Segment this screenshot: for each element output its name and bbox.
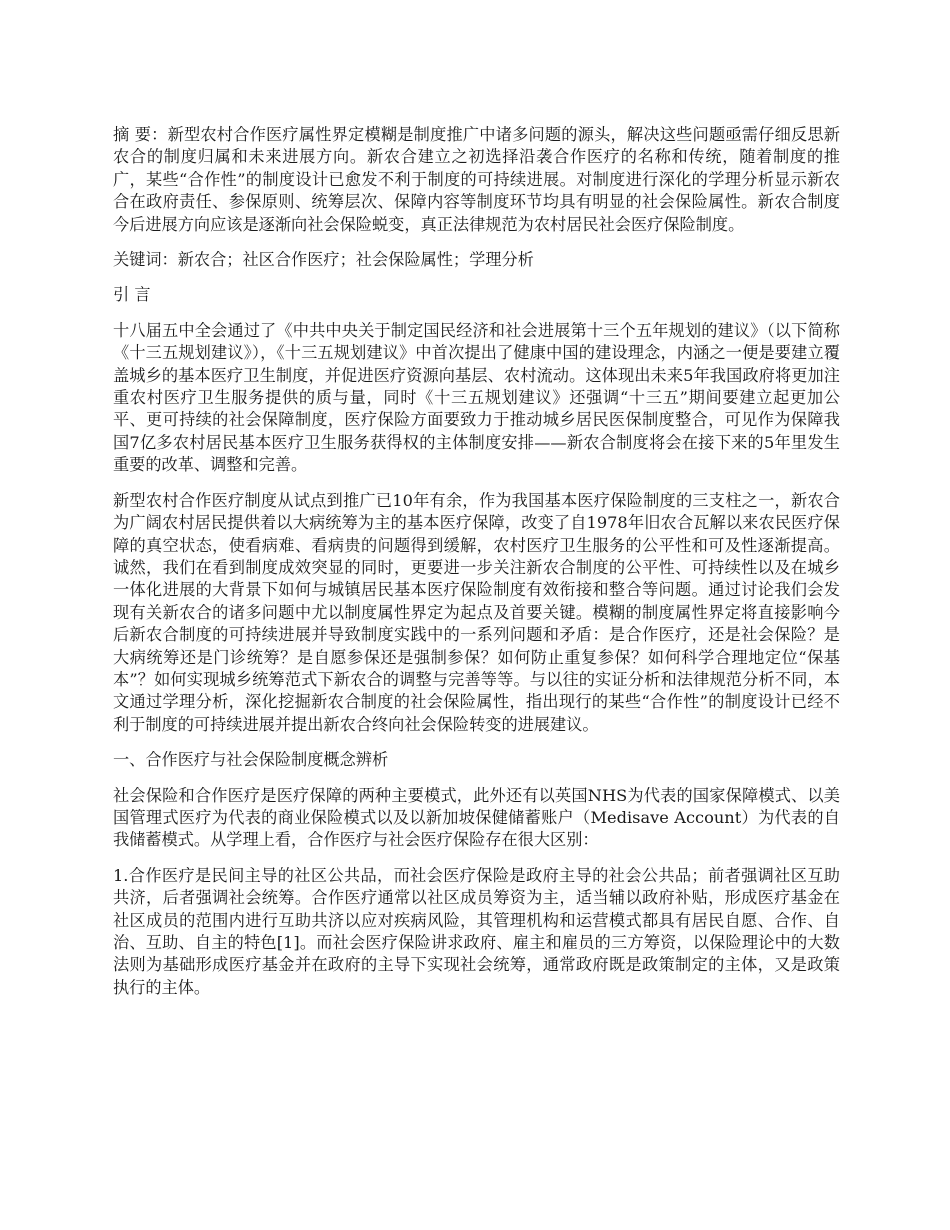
section-1-paragraph-2: 1.合作医疗是民间主导的社区公共品，而社会医疗保险是政府主导的社会公共品；前者强调社区互助共济，后者强调社会统筹。合作医疗通常以社区成员筹资为主，适当辅以政府补贴，形成医疗基金在社区成员的范围内进行互助共济以应对疾病风险，其管理机构和运营模式都具有居民自愿、合作、自治、互助、自主的特色[1]。而社会医疗保险讲求政府、雇主和雇员的三方筹资，以保险理论中的大数法则为基础形成医疗基金并在政府的主导下实现社会统筹，通常政府既是政策制定的主体，又是政策执行的主体。 (113, 865, 840, 997)
intro-paragraph-1: 十八届五中全会通过了《中共中央关于制定国民经济和社会进展第十三个五年规划的建议》（以下简称《十三五规划建议》），《十三五规划建议》中首次提出了健康中国的建设理念，内涵之一便是要建立覆盖城乡的基本医疗卫生制度，并促进医疗资源向基层、农村流动。这体现出未来5年我国政府将更加注重农村医疗卫生服务提供的质与量，同时《十三五规划建议》还强调“十三五”期间要建立起更加公平、更可持续的社会保障制度，医疗保险方面要致力于推动城乡居民医保制度整合，可见作为保障我国7亿多农村居民基本医疗卫生服务获得权的主体制度安排——新农合制度将会在接下来的5年里发生重要的改革、调整和完善。 (113, 320, 840, 475)
document-body (113, 124, 840, 1012)
intro-paragraph-2: 新型农村合作医疗制度从试点到推广已10年有余，作为我国基本医疗保险制度的三支柱之一，新农合为广阔农村居民提供着以大病统筹为主的基本医疗保障，改变了自1978年旧农合瓦解以来农民医疗保障的真空状态，使看病难、看病贵的问题得到缓解，农村医疗卫生服务的公平性和可及性逐渐提高。诚然，我们在看到制度成效突显的同时，更要进一步关注新农合制度的公平性、可持续性以及在城乡一体化进展的大背景下如何与城镇居民基本医疗保险制度有效衔接和整合等问题。通过讨论我们会发现有关新农合的诸多问题中尤以制度属性界定为起点及首要关键。模糊的制度属性界定将直接影响今后新农合制度的可持续进展并导致制度实践中的一系列问题和矛盾：是合作医疗，还是社会保险？是大病统筹还是门诊统筹？是自愿参保还是强制参保？如何防止重复参保？如何科学合理地定位“保基本”？如何实现城乡统筹范式下新农合的调整与完善等等。与以往的实证分析和法律规范分析不同，本文通过学理分析，深化挖掘新农合制度的社会保险属性，指出现行的某些“合作性”的制度设计已经不利于制度的可持续进展并提出新农合终向社会保险转变的进展建议。 (113, 490, 840, 734)
abstract-paragraph: 摘 要：新型农村合作医疗属性界定模糊是制度推广中诸多问题的源头，解决这些问题亟需仔细反思新农合的制度归属和未来进展方向。新农合建立之初选择沿袭合作医疗的名称和传统，随着制度的推广，某些“合作性”的制度设计已愈发不利于制度的可持续进展。对制度进行深化的学理分析显示新农合在政府责任、参保原则、统筹层次、保障内容等制度环节均具有明显的社会保险属性。新农合制度今后进展方向应该是逐渐向社会保险蜕变，真正法律规范为农村居民社会医疗保险制度。 (113, 125, 840, 234)
keywords-line: 关键词：新农合；社区合作医疗；社会保险属性；学理分析 (113, 250, 534, 270)
section-1-heading: 一、合作医疗与社会保险制度概念辨析 (113, 750, 389, 770)
section-1-paragraph-1: 社会保险和合作医疗是医疗保障的两种主要模式，此外还有以英国NHS为代表的国家保障模式、以美国管理式医疗为代表的商业保险模式以及以新加坡保健储蓄账户（Medisave Account）为代表的自我储蓄模式。从学理上看，合作医疗与社会医疗保险存在很大区别： (113, 785, 840, 850)
intro-heading: 引 言 (113, 285, 151, 305)
